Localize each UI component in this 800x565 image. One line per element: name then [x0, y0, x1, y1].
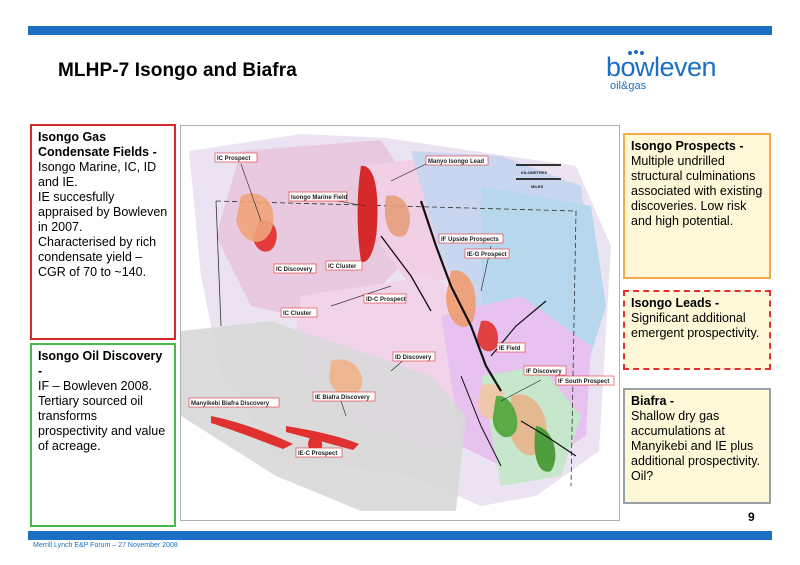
- prospects-body: Multiple undrilled structural culminations associated with existing discoveries. Low risk and high potential.: [631, 154, 763, 228]
- label-ic-prospect: IC Prospect: [217, 156, 251, 162]
- label-if-upside-prospects: IF Upside Prospects: [441, 237, 499, 243]
- label-ie-field: IE Field: [499, 346, 521, 352]
- label-ic-cluster: IC Cluster: [328, 264, 357, 270]
- leads-heading: Isongo Leads -: [631, 296, 720, 310]
- isongo-prospects-box: [623, 133, 771, 279]
- logo-tagline: oil&gas: [610, 80, 647, 92]
- logo-wordmark: bowleven: [606, 52, 717, 82]
- page-title: MLHP-7 Isongo and Biafra: [58, 60, 297, 81]
- footer-text: Merrill Lynch E&P Forum – 27 November 2008: [33, 542, 178, 549]
- isongo-gas-condensate-fields-box: [30, 124, 176, 340]
- isongo-biafra-map: [180, 125, 620, 521]
- prospects-heading: Isongo Prospects -: [631, 139, 744, 153]
- label-ic-discovery: IC Discovery: [276, 267, 313, 273]
- label-ic-cluster-2: IC Cluster: [283, 311, 312, 317]
- isongo-oil-discovery-box: [30, 343, 176, 527]
- fields-line: IE succesfully appraised by Bowleven in 2007.: [38, 190, 168, 234]
- biafra-heading: Biafra -: [631, 394, 675, 408]
- bottom-accent-bar: [28, 531, 772, 540]
- biafra-body: Shallow dry gas accumulations at Manyikebi and IE plus additional prospectivity. Oil?: [631, 409, 761, 483]
- oil-line: Tertiary sourced oil transforms prospectivity and value of acreage.: [38, 394, 166, 453]
- label-id-discovery: ID Discovery: [395, 355, 432, 361]
- scale-kilometres-label: KILOMETRES: [521, 170, 548, 175]
- biafra-box: [623, 388, 771, 504]
- label-ie-c-prospect: IE-C Prospect: [298, 451, 338, 457]
- bowleven-logo: [606, 52, 746, 96]
- fields-heading: Isongo Gas Condensate Fields -: [38, 130, 157, 159]
- scale-miles-label: MILES: [531, 184, 544, 189]
- label-manyo-isongo-lead: Manyo Isongo Lead: [428, 159, 485, 165]
- top-accent-bar: [28, 26, 772, 35]
- label-isongo-marine-field: Isongo Marine Field: [291, 195, 348, 201]
- page-number: 9: [748, 510, 755, 524]
- label-if-discovery: IF Discovery: [526, 369, 562, 375]
- oil-heading: Isongo Oil Discovery -: [38, 349, 163, 378]
- label-ie-g-prospect: IE-G Prospect: [467, 252, 507, 258]
- isongo-leads-box: [623, 290, 771, 370]
- oil-line: IF – Bowleven 2008.: [38, 379, 152, 393]
- label-if-south-prospect: IF South Prospect: [558, 379, 610, 385]
- leads-body: Significant additional emergent prospectivity.: [631, 311, 760, 340]
- map-graphic: [181, 126, 619, 520]
- fields-line: Isongo Marine, IC, ID and IE.: [38, 160, 157, 189]
- fields-line: Characterised by rich condensate yield – CGR of 70 to ~140.: [38, 235, 157, 279]
- label-id-c-prospect: ID-C Prospect: [366, 297, 406, 303]
- label-ie-biafra-discovery: IE Biafra Discovery: [315, 395, 370, 401]
- label-manyikebi-biafra-discovery: Manyikebi Biafra Discovery: [191, 401, 270, 407]
